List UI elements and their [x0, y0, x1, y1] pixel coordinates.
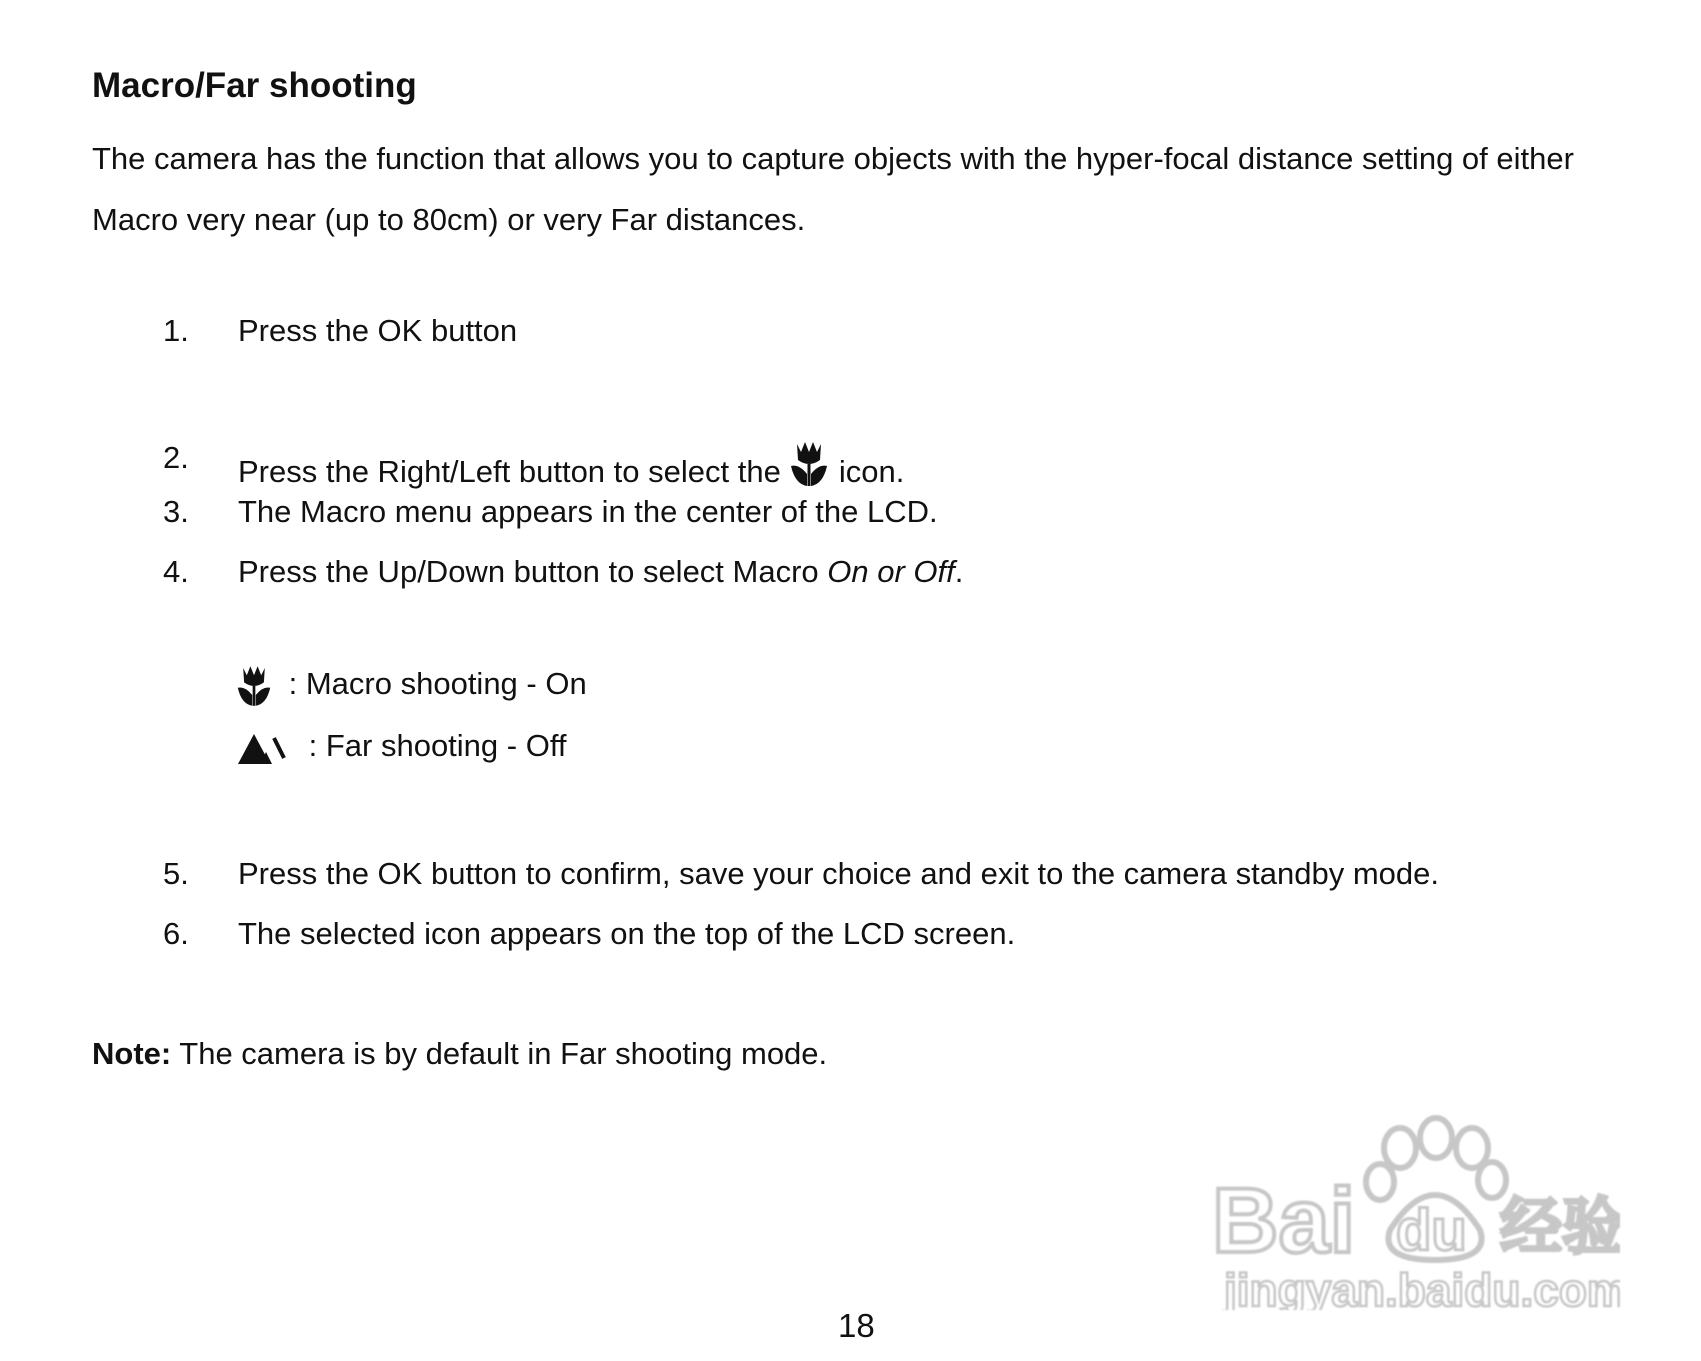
step-text-after: icon.: [838, 454, 905, 489]
macro-flower-icon: [236, 666, 272, 701]
legend-macro-text: : Macro shooting - On: [288, 666, 587, 702]
svg-text:jingyan.baidu.com: jingyan.baidu.com: [1224, 1264, 1620, 1310]
section-title: Macro/Far shooting: [92, 66, 417, 105]
step-text: The selected icon appears on the top of the LCD screen.: [238, 916, 1016, 951]
legend-macro: [236, 664, 587, 708]
baidu-watermark-logo: [1210, 1110, 1620, 1315]
svg-text:Bai: Bai: [1212, 1170, 1356, 1272]
legend-far-text: : Far shooting - Off: [308, 728, 567, 763]
step-text-before: Press the Up/Down button to select Macro: [238, 554, 828, 589]
step-number: 1.: [163, 313, 189, 348]
step-text-italic: On or Off: [827, 554, 955, 589]
step-number: 5.: [163, 856, 189, 891]
step-text: Press the OK button: [238, 313, 518, 348]
step-number: 6.: [163, 916, 189, 951]
step-text: [238, 554, 963, 590]
note-text: The camera is by default in Far shooting mode.: [171, 1036, 828, 1071]
intro-line-1: The camera has the function that allows you to capture objects with the hyper-focal distance setting of either: [92, 141, 1574, 176]
mountain-icon: [236, 728, 286, 763]
step-text-after: .: [954, 554, 964, 589]
note: [92, 1036, 827, 1072]
note-label: Note:: [92, 1036, 172, 1071]
intro-line-2: Macro very near (up to 80cm) or very Far distances.: [92, 202, 806, 237]
svg-text:du: du: [1396, 1198, 1467, 1263]
page-number: 18: [838, 1307, 875, 1344]
svg-text:经验: 经验: [1500, 1190, 1620, 1263]
step-number: 2.: [163, 440, 189, 475]
step-text-before: Press the Right/Left button to select the: [238, 454, 781, 489]
macro-flower-icon: [789, 440, 829, 496]
legend-far: [236, 728, 567, 766]
step-text: [238, 440, 904, 496]
step-number: 3.: [163, 494, 189, 529]
step-text: Press the OK button to confirm, save your choice and exit to the camera standby mode.: [238, 856, 1440, 891]
intro-paragraph: [92, 128, 1682, 250]
step-text: The Macro menu appears in the center of the LCD.: [238, 494, 938, 529]
step-number: 4.: [163, 554, 189, 589]
